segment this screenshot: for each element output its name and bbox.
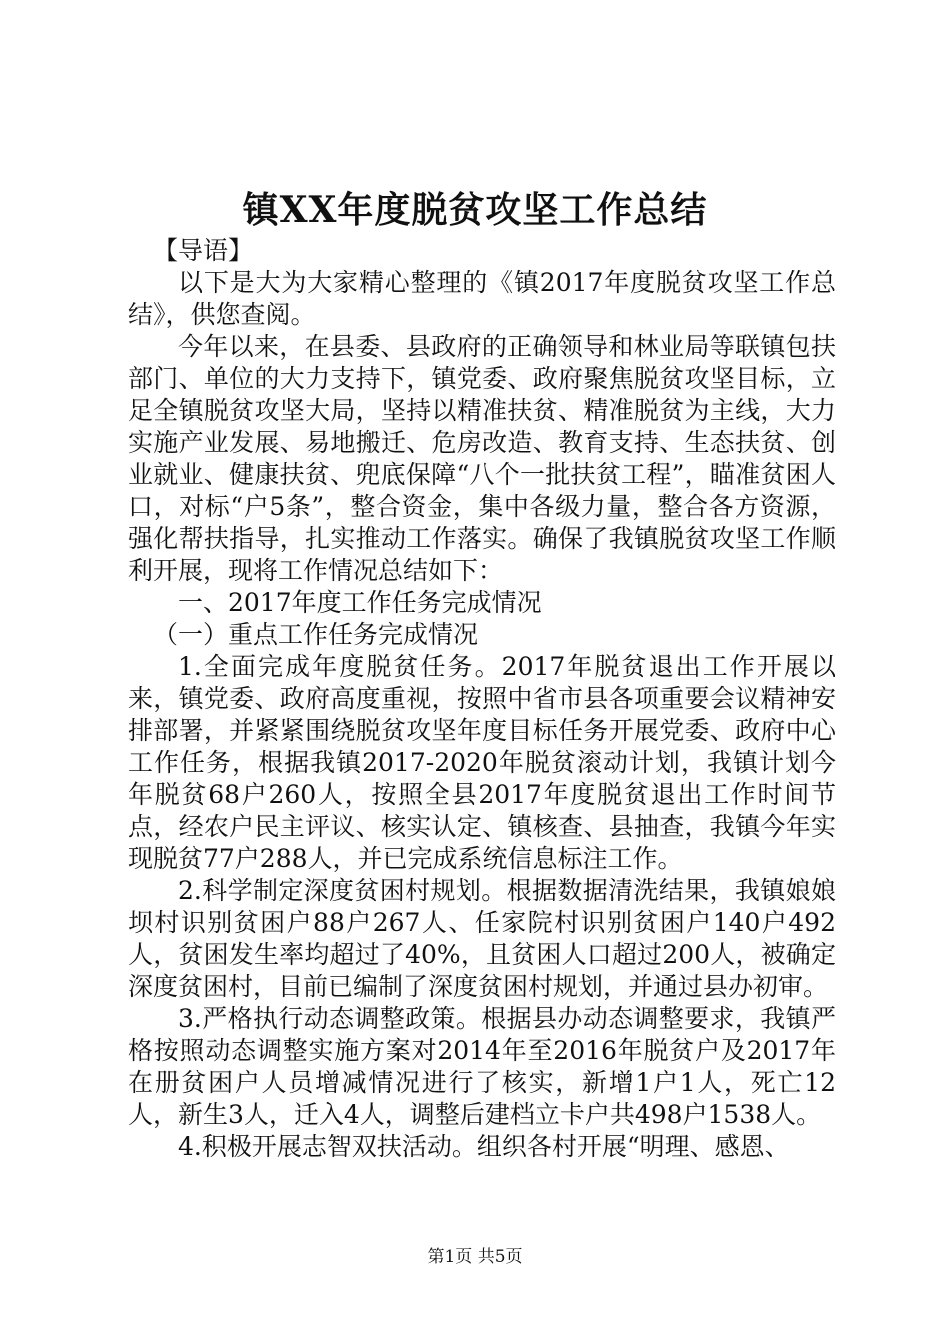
heading-section-1: 一、2017年度工作任务完成情况 [178,588,542,617]
paragraph-intro: 以下是大为大家精心整理的《镇2017年度脱贫攻坚工作总结》，供您查阅。 [128,268,836,329]
heading-subsection-1: （一）重点工作任务完成情况 [153,620,479,649]
paragraph-item-2: 2.科学制定深度贫困村规划。根据数据清洗结果，我镇娘娘坝村识别贫困户88户267人、任家院村识别贫困户140户492人，贫困发生率均超过了40%，且贫困人口超过200人，被确定深度贫困村，目前已编制了深度贫困村规划，并通过县办初审。 [128,876,836,1001]
paragraph-overview: 今年以来，在县委、县政府的正确领导和林业局等联镇包扶部门、单位的大力支持下，镇党委、政府聚焦脱贫攻坚目标，立足全镇脱贫攻坚大局，坚持以精准扶贫、精准脱贫为主线，大力实施产业发展、易地搬迁、危房改造、教育支持、生态扶贫、创业就业、健康扶贫、兜底保障“八个一批扶贫工程”，瞄准贫困人口，对标“户5条”，整合资金，集中各级力量，整合各方资源，强化帮扶指导，扎实推动工作落实。确保了我镇脱贫攻坚工作顺利开展，现将工作情况总结如下： [128,332,836,585]
document-title: 镇XX年度脱贫攻坚工作总结 [242,189,708,231]
paragraph-item-3: 3.严格执行动态调整政策。根据县办动态调整要求，我镇严格按照动态调整实施方案对2014年至2016年脱贫户及2017年在册贫困户人员增减情况进行了核实，新增1户1人，死亡12人，新生3人，迁入4人，调整后建档立卡户共498户1538人。 [128,1004,836,1129]
paragraph-lead-label: 【导语】 [153,236,254,265]
document-body [128,235,836,1163]
paragraph-item-4: 4.积极开展志智双扶活动。组织各村开展“明理、感恩、 [178,1132,790,1161]
paragraph-item-1: 1.全面完成年度脱贫任务。2017年脱贫退出工作开展以来，镇党委、政府高度重视，按照中省市县各项重要会议精神安排部署，并紧紧围绕脱贫攻坚年度目标任务开展党委、政府中心工作任务，根据我镇2017-2020年脱贫滚动计划，我镇计划今年脱贫68户260人，按照全县2017年度脱贫退出工作时间节点，经农户民主评议、核实认定、镇核查、县抽查，我镇今年实现脱贫77户288人，并已完成系统信息标注工作。 [128,652,836,873]
page-footer: 第1页 共5页 [427,1247,523,1267]
